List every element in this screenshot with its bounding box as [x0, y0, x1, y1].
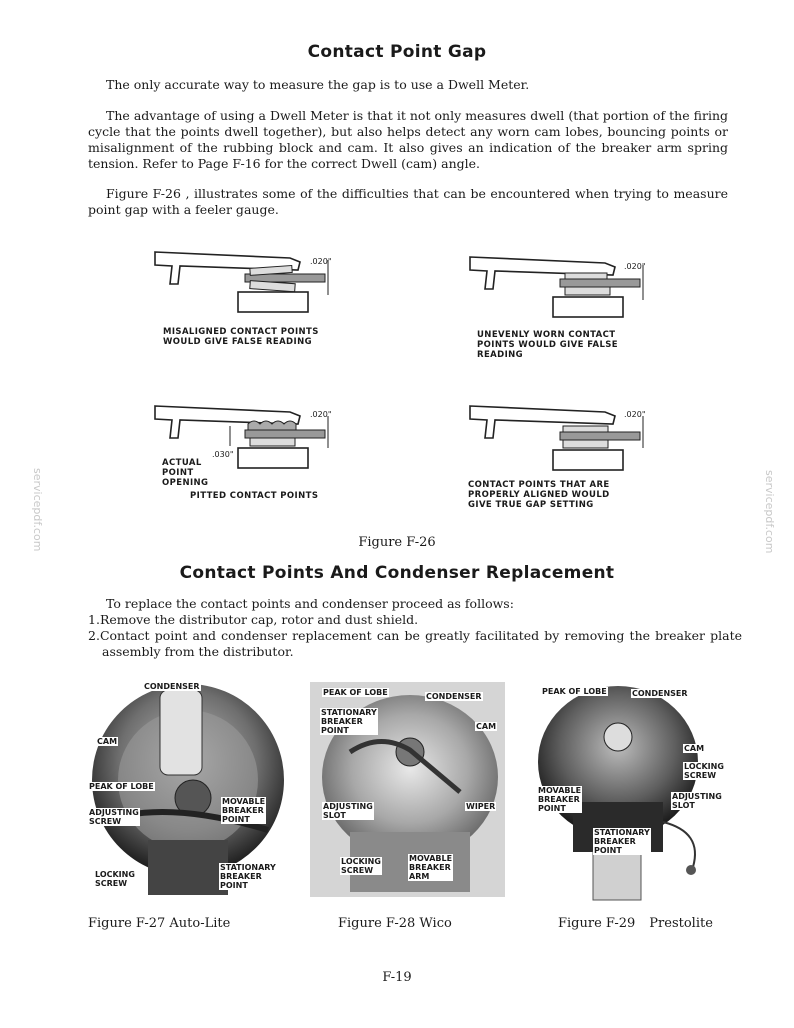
wico-label-peak-of-lobe: PEAK OF LOBE: [323, 688, 388, 697]
prestolite-label-condenser: CONDENSER: [632, 689, 688, 698]
wico-label-wiper: WIPER: [466, 802, 496, 811]
diagram-misaligned-points: [150, 240, 350, 330]
diagram-uneven-wear: [465, 245, 665, 335]
misaligned-points-drawing: [150, 240, 350, 330]
diagram-4-caption: CONTACT POINTS THAT ARE PROPERLY ALIGNED WOULD GIVE TRUE GAP SETTING: [468, 480, 610, 510]
step-1: 1.Remove the distributor cap, rotor and dust shield.: [88, 612, 419, 627]
auto-lite-label-adjusting-screw: ADJUSTING SCREW: [89, 808, 139, 826]
auto-lite-label-peak-of-lobe: PEAK OF LOBE: [89, 782, 154, 791]
photo-auto-lite-distributor: [88, 680, 288, 900]
diagram-1-caption: MISALIGNED CONTACT POINTS WOULD GIVE FALSE READING: [163, 327, 319, 347]
paragraph-dwell-meter: The only accurate way to measure the gap is to use a Dwell Meter.: [106, 77, 530, 92]
prestolite-label-cam: CAM: [684, 744, 705, 753]
wico-label-locking-screw: LOCKING SCREW: [341, 857, 381, 875]
wico-label-movable-breaker-arm: MOVABLE BREAKER ARM: [409, 854, 453, 881]
photo-prestolite-distributor: [533, 682, 728, 902]
watermark-right: servicepdf.com: [763, 470, 776, 554]
diagram-3-gap2-label: .030": [212, 450, 234, 459]
diagram-3-gap-label: .020": [310, 410, 332, 419]
figure-f27-caption: Figure F-27 Auto-Lite: [88, 916, 231, 931]
page-number: F-19: [382, 970, 412, 985]
figure-f28-caption: Figure F-28 Wico: [338, 916, 452, 931]
section-title-replacement: Contact Points And Condenser Replacement: [179, 563, 615, 583]
figure-f26-caption: Figure F-26: [358, 535, 436, 550]
diagram-3-caption: PITTED CONTACT POINTS: [190, 491, 319, 501]
wico-label-cam: CAM: [476, 722, 497, 731]
diagram-1-gap-label: .020": [310, 257, 332, 266]
prestolite-label-peak-of-lobe: PEAK OF LOBE: [542, 687, 607, 696]
figure-f29-caption: Figure F-29 Prestolite: [558, 916, 713, 931]
paragraph-figure-ref: Figure F-26 , illustrates some of the difficulties that can be encountered when trying to measure point gap with a feeler gauge.: [88, 186, 728, 217]
prestolite-label-movable-breaker-point: MOVABLE BREAKER POINT: [538, 786, 582, 813]
diagram-2-gap-label: .020": [624, 262, 646, 271]
wico-label-stationary-breaker-point: STATIONARY BREAKER POINT: [321, 708, 377, 735]
diagram-2-caption: UNEVENLY WORN CONTACT POINTS WOULD GIVE FALSE READING: [477, 330, 618, 360]
step-2: 2.Contact point and condenser replacement can be greatly facilitated by removing the breaker plate assembly from the distributor.: [88, 628, 742, 659]
prestolite-label-stationary-breaker-point: STATIONARY BREAKER POINT: [594, 828, 650, 855]
paragraph-advantage: The advantage of using a Dwell Meter is that it not only measures dwell (that portion of the firing cycle that the points dwell together), but also helps detect any worn cam lobes, bouncing points or misalignment of the rubbing block and cam. It also gives an indication of the breaker arm spring tension. Refer to Page F-16 for the correct Dwell (cam) angle.: [88, 108, 728, 171]
paragraph-procedure-intro: To replace the contact points and condenser proceed as follows:: [106, 596, 514, 611]
auto-lite-label-stationary-breaker-point: STATIONARY BREAKER POINT: [220, 863, 276, 890]
wico-label-condenser: CONDENSER: [426, 692, 482, 701]
auto-lite-label-movable-breaker-point: MOVABLE BREAKER POINT: [222, 797, 266, 824]
uneven-wear-drawing: [465, 245, 665, 335]
diagram-4-gap-label: .020": [624, 410, 646, 419]
auto-lite-label-cam: CAM: [97, 737, 118, 746]
prestolite-label-adjusting-slot: ADJUSTING SLOT: [672, 792, 722, 810]
wico-label-adjusting-slot: ADJUSTING SLOT: [323, 802, 373, 820]
section-title-contact-point-gap: Contact Point Gap: [307, 42, 487, 62]
prestolite-label-locking-screw: LOCKING SCREW: [684, 762, 724, 780]
watermark-left: servicepdf.com: [31, 468, 44, 552]
auto-lite-label-locking-screw: LOCKING SCREW: [95, 870, 135, 888]
photo-wico-distributor: [310, 682, 505, 897]
auto-lite-label-condenser: CONDENSER: [144, 682, 200, 691]
diagram-3-side-label: ACTUAL POINT OPENING: [162, 458, 209, 488]
